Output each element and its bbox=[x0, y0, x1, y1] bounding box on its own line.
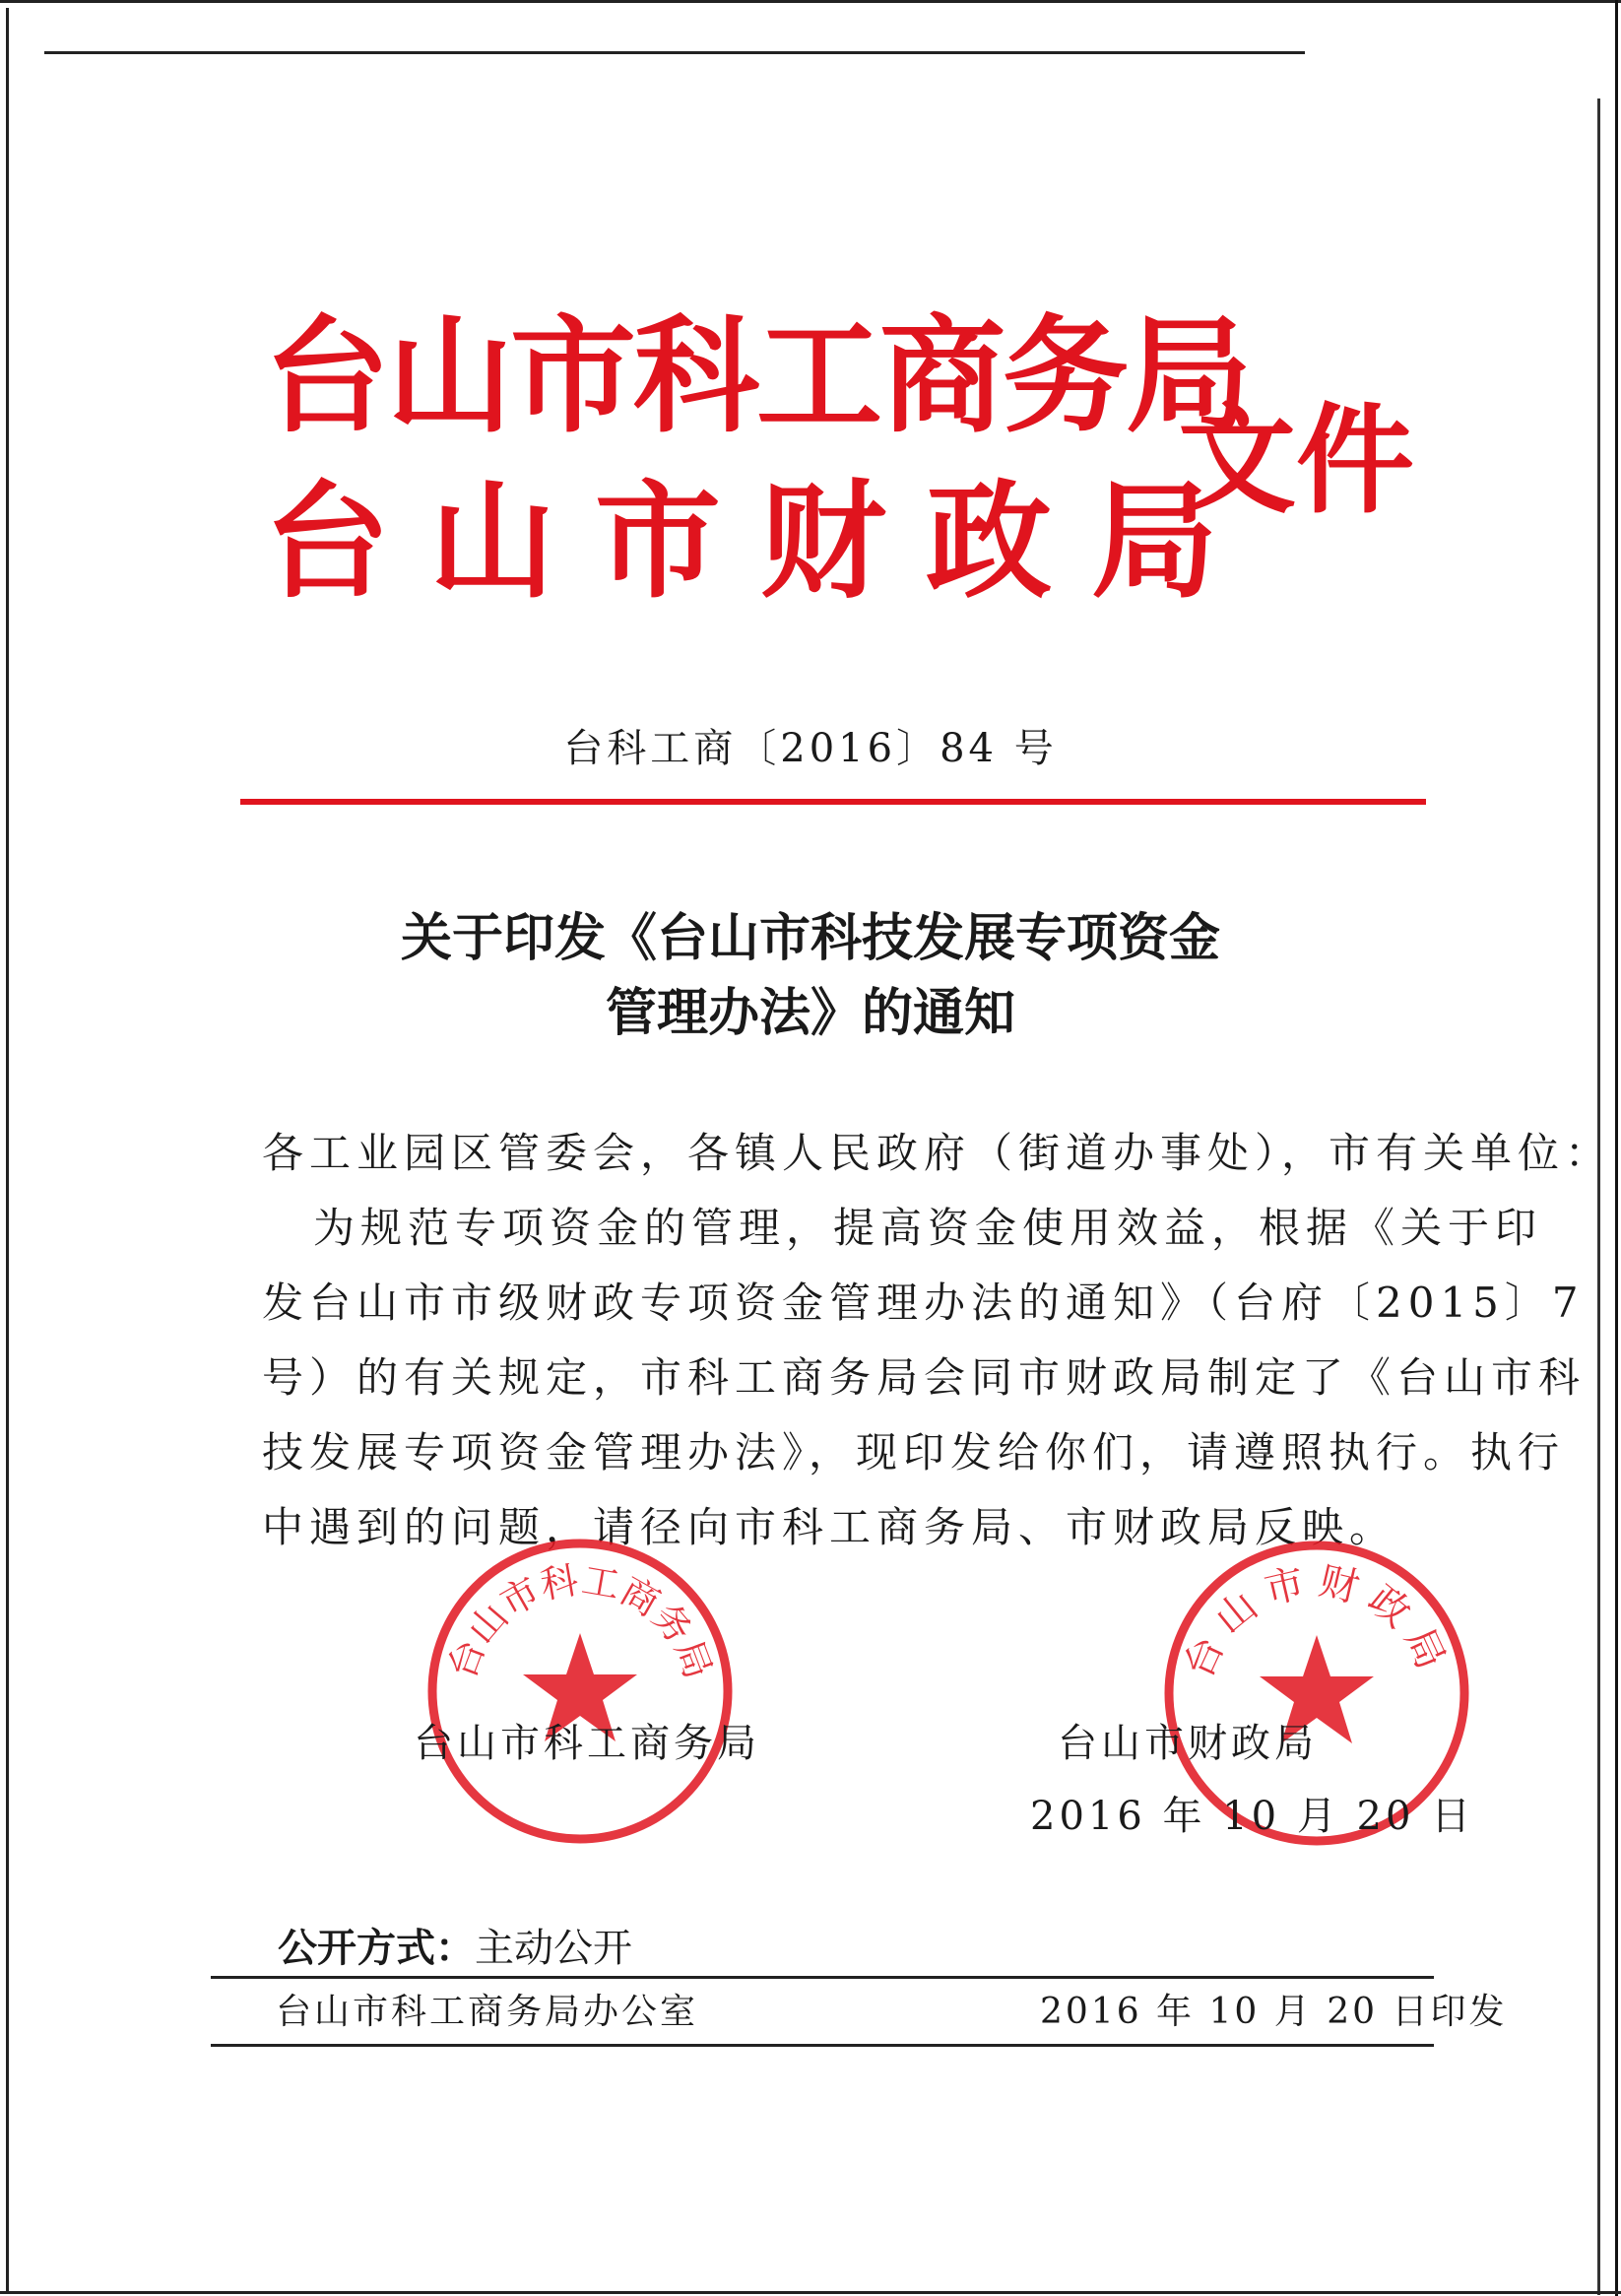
publicity-label: 公开方式： bbox=[278, 1926, 475, 1971]
signature-date: 2016 年 10 月 20 日 bbox=[1030, 1794, 1475, 1839]
body-line: 为规范专项资金的管理，提高资金使用效益，根据《关于印 bbox=[313, 1204, 1543, 1252]
seal-right-text: 台山市财政局 bbox=[1175, 1558, 1459, 1685]
document-number: 台科工商〔2016〕84 号 bbox=[563, 726, 1058, 771]
issuing-org-1: 台山市科工商务局 bbox=[264, 302, 1250, 450]
body-line: 技发展专项资金管理办法》，现印发给你们，请遵照执行。执行 bbox=[262, 1428, 1566, 1476]
scan-border-left bbox=[6, 8, 9, 2291]
recipients: 各工业园区管委会，各镇人民政府（街道办事处），市有关单位： bbox=[262, 1129, 1613, 1177]
red-divider bbox=[240, 799, 1426, 805]
body-line: 中遇到的问题，请径向市科工商务局、市财政局反映。 bbox=[262, 1503, 1397, 1551]
scan-edge-top bbox=[0, 0, 1621, 3]
seal-left-text: 台山市科工商务局 bbox=[439, 1557, 721, 1685]
body-line: 号）的有关规定，市科工商务局会同市财政局制定了《台山市科 bbox=[262, 1353, 1587, 1402]
doc-type-label: 文件 bbox=[1178, 391, 1414, 530]
doc-title-line2: 管理办法》的通知 bbox=[605, 984, 1015, 1043]
issuer-office: 台山市科工商务局办公室 bbox=[276, 1992, 699, 2032]
publicity-value: 主动公开 bbox=[475, 1926, 632, 1971]
signature-right-org: 台山市财政局 bbox=[1058, 1721, 1318, 1766]
seal-left bbox=[423, 1535, 737, 1848]
issuing-org-2: 台山市财政局 bbox=[264, 468, 1258, 616]
scan-edge-right bbox=[1615, 0, 1618, 2296]
footer-rule-top bbox=[211, 1976, 1434, 1979]
signature-left-org: 台山市科工商务局 bbox=[414, 1721, 760, 1766]
publicity-row bbox=[278, 1926, 632, 1971]
scan-border-right bbox=[1597, 98, 1600, 2295]
scan-border-top bbox=[44, 51, 1305, 54]
doc-title-line1: 关于印发《台山市科技发展专项资金 bbox=[400, 909, 1220, 968]
body-line: 发台山市市级财政专项资金管理办法的通知》（台府〔2015〕7 bbox=[262, 1279, 1585, 1327]
issue-date: 2016 年 10 月 20 日印发 bbox=[1040, 1992, 1508, 2032]
footer-rule-bottom bbox=[211, 2044, 1434, 2047]
scan-edge-bottom bbox=[0, 2291, 1621, 2294]
